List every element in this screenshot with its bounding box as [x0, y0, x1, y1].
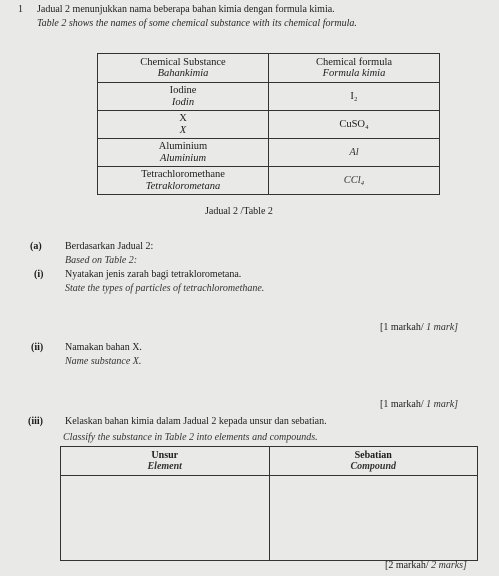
table-row: [98, 139, 440, 167]
classification-answer-row: [61, 476, 478, 561]
formula-cell: [269, 167, 440, 195]
table-row: [98, 167, 440, 195]
marks-ms: [2 markah/: [385, 560, 429, 571]
substance-cell: [98, 83, 269, 111]
marks-en: 1 mark]: [426, 322, 459, 333]
header-formula: [269, 54, 440, 83]
part-ii-label: (ii): [31, 342, 44, 353]
question-intro-ms: Jadual 2 menunjukkan nama beberapa bahan kimia dengan formula kimia.: [37, 4, 335, 15]
substance-name-ms: Tetraklorometana: [145, 180, 221, 192]
part-ii-text-ms: Namakan bahan X.: [65, 342, 142, 353]
classification-table: [60, 446, 478, 561]
part-iii-marks: [385, 560, 467, 571]
element-header-ms: Unsur: [151, 450, 179, 461]
substance-cell: [98, 167, 269, 195]
question-intro-en: Table 2 shows the names of some chemical substance with its chemical formula.: [37, 18, 357, 29]
question-number: 1: [18, 4, 23, 15]
compound-column-header: [269, 447, 478, 476]
formula-cell: [269, 83, 440, 111]
substance-name-ms: Aluminium: [159, 152, 207, 164]
table-header-row: [98, 54, 440, 83]
element-answer-cell[interactable]: [61, 476, 270, 561]
header-formula-en: Chemical formula: [315, 56, 393, 68]
marks-en: 1 mark]: [426, 399, 459, 410]
substance-name-ms: Iodin: [171, 96, 195, 108]
element-header-en: Element: [147, 461, 182, 472]
formula-value: CCl₄: [343, 174, 365, 186]
formula-value: CuSO₄: [339, 118, 369, 130]
header-substance: [98, 54, 269, 83]
part-ii-marks: [380, 399, 458, 410]
table-row: [98, 111, 440, 139]
substance-cell: [98, 139, 269, 167]
formula-value: Al: [349, 146, 359, 158]
substance-name-en: X: [179, 113, 187, 125]
part-iii-label: (iii): [28, 416, 43, 427]
compound-answer-cell[interactable]: [269, 476, 478, 561]
part-iii-text-ms: Kelaskan bahan kimia dalam Jadual 2 kepada unsur dan sebatian.: [65, 416, 327, 427]
substance-name-en: Tetrachloromethane: [141, 169, 225, 181]
part-i-text-en: State the types of particles of tetrachloromethane.: [65, 283, 265, 294]
substance-name-en: Aluminium: [158, 141, 208, 153]
substance-name-en: Iodine: [169, 85, 197, 97]
element-column-header: [61, 447, 270, 476]
formula-cell: [269, 139, 440, 167]
table-row: [98, 83, 440, 111]
marks-en: 2 marks]: [431, 560, 467, 571]
substance-name-ms: X: [179, 124, 187, 136]
classification-header-row: [61, 447, 478, 476]
header-substance-en: Chemical Substance: [140, 56, 226, 68]
table-caption: Jadual 2 /Table 2: [205, 206, 273, 217]
formula-value: I₂: [350, 90, 358, 102]
marks-ms: [1 markah/: [380, 399, 424, 410]
formula-cell: [269, 111, 440, 139]
marks-ms: [1 markah/: [380, 322, 424, 333]
part-a-text-ms: Berdasarkan Jadual 2:: [65, 241, 154, 252]
part-i-text-ms: Nyatakan jenis zarah bagi tetraklorometana.: [65, 269, 242, 280]
part-i-marks: [380, 322, 458, 333]
part-a-text-en: Based on Table 2:: [65, 255, 138, 266]
header-formula-ms: Formula kimia: [322, 68, 386, 79]
part-a-label: (a): [30, 241, 42, 252]
compound-header-en: Compound: [350, 461, 397, 472]
header-substance-ms: Bahankimia: [157, 68, 209, 79]
compound-header-ms: Sebatian: [354, 450, 392, 461]
part-ii-text-en: Name substance X.: [65, 356, 142, 367]
part-iii-text-en: Classify the substance in Table 2 into elements and compounds.: [63, 432, 318, 443]
substance-cell: [98, 111, 269, 139]
part-i-label: (i): [34, 269, 44, 280]
chemical-table: [97, 53, 440, 195]
